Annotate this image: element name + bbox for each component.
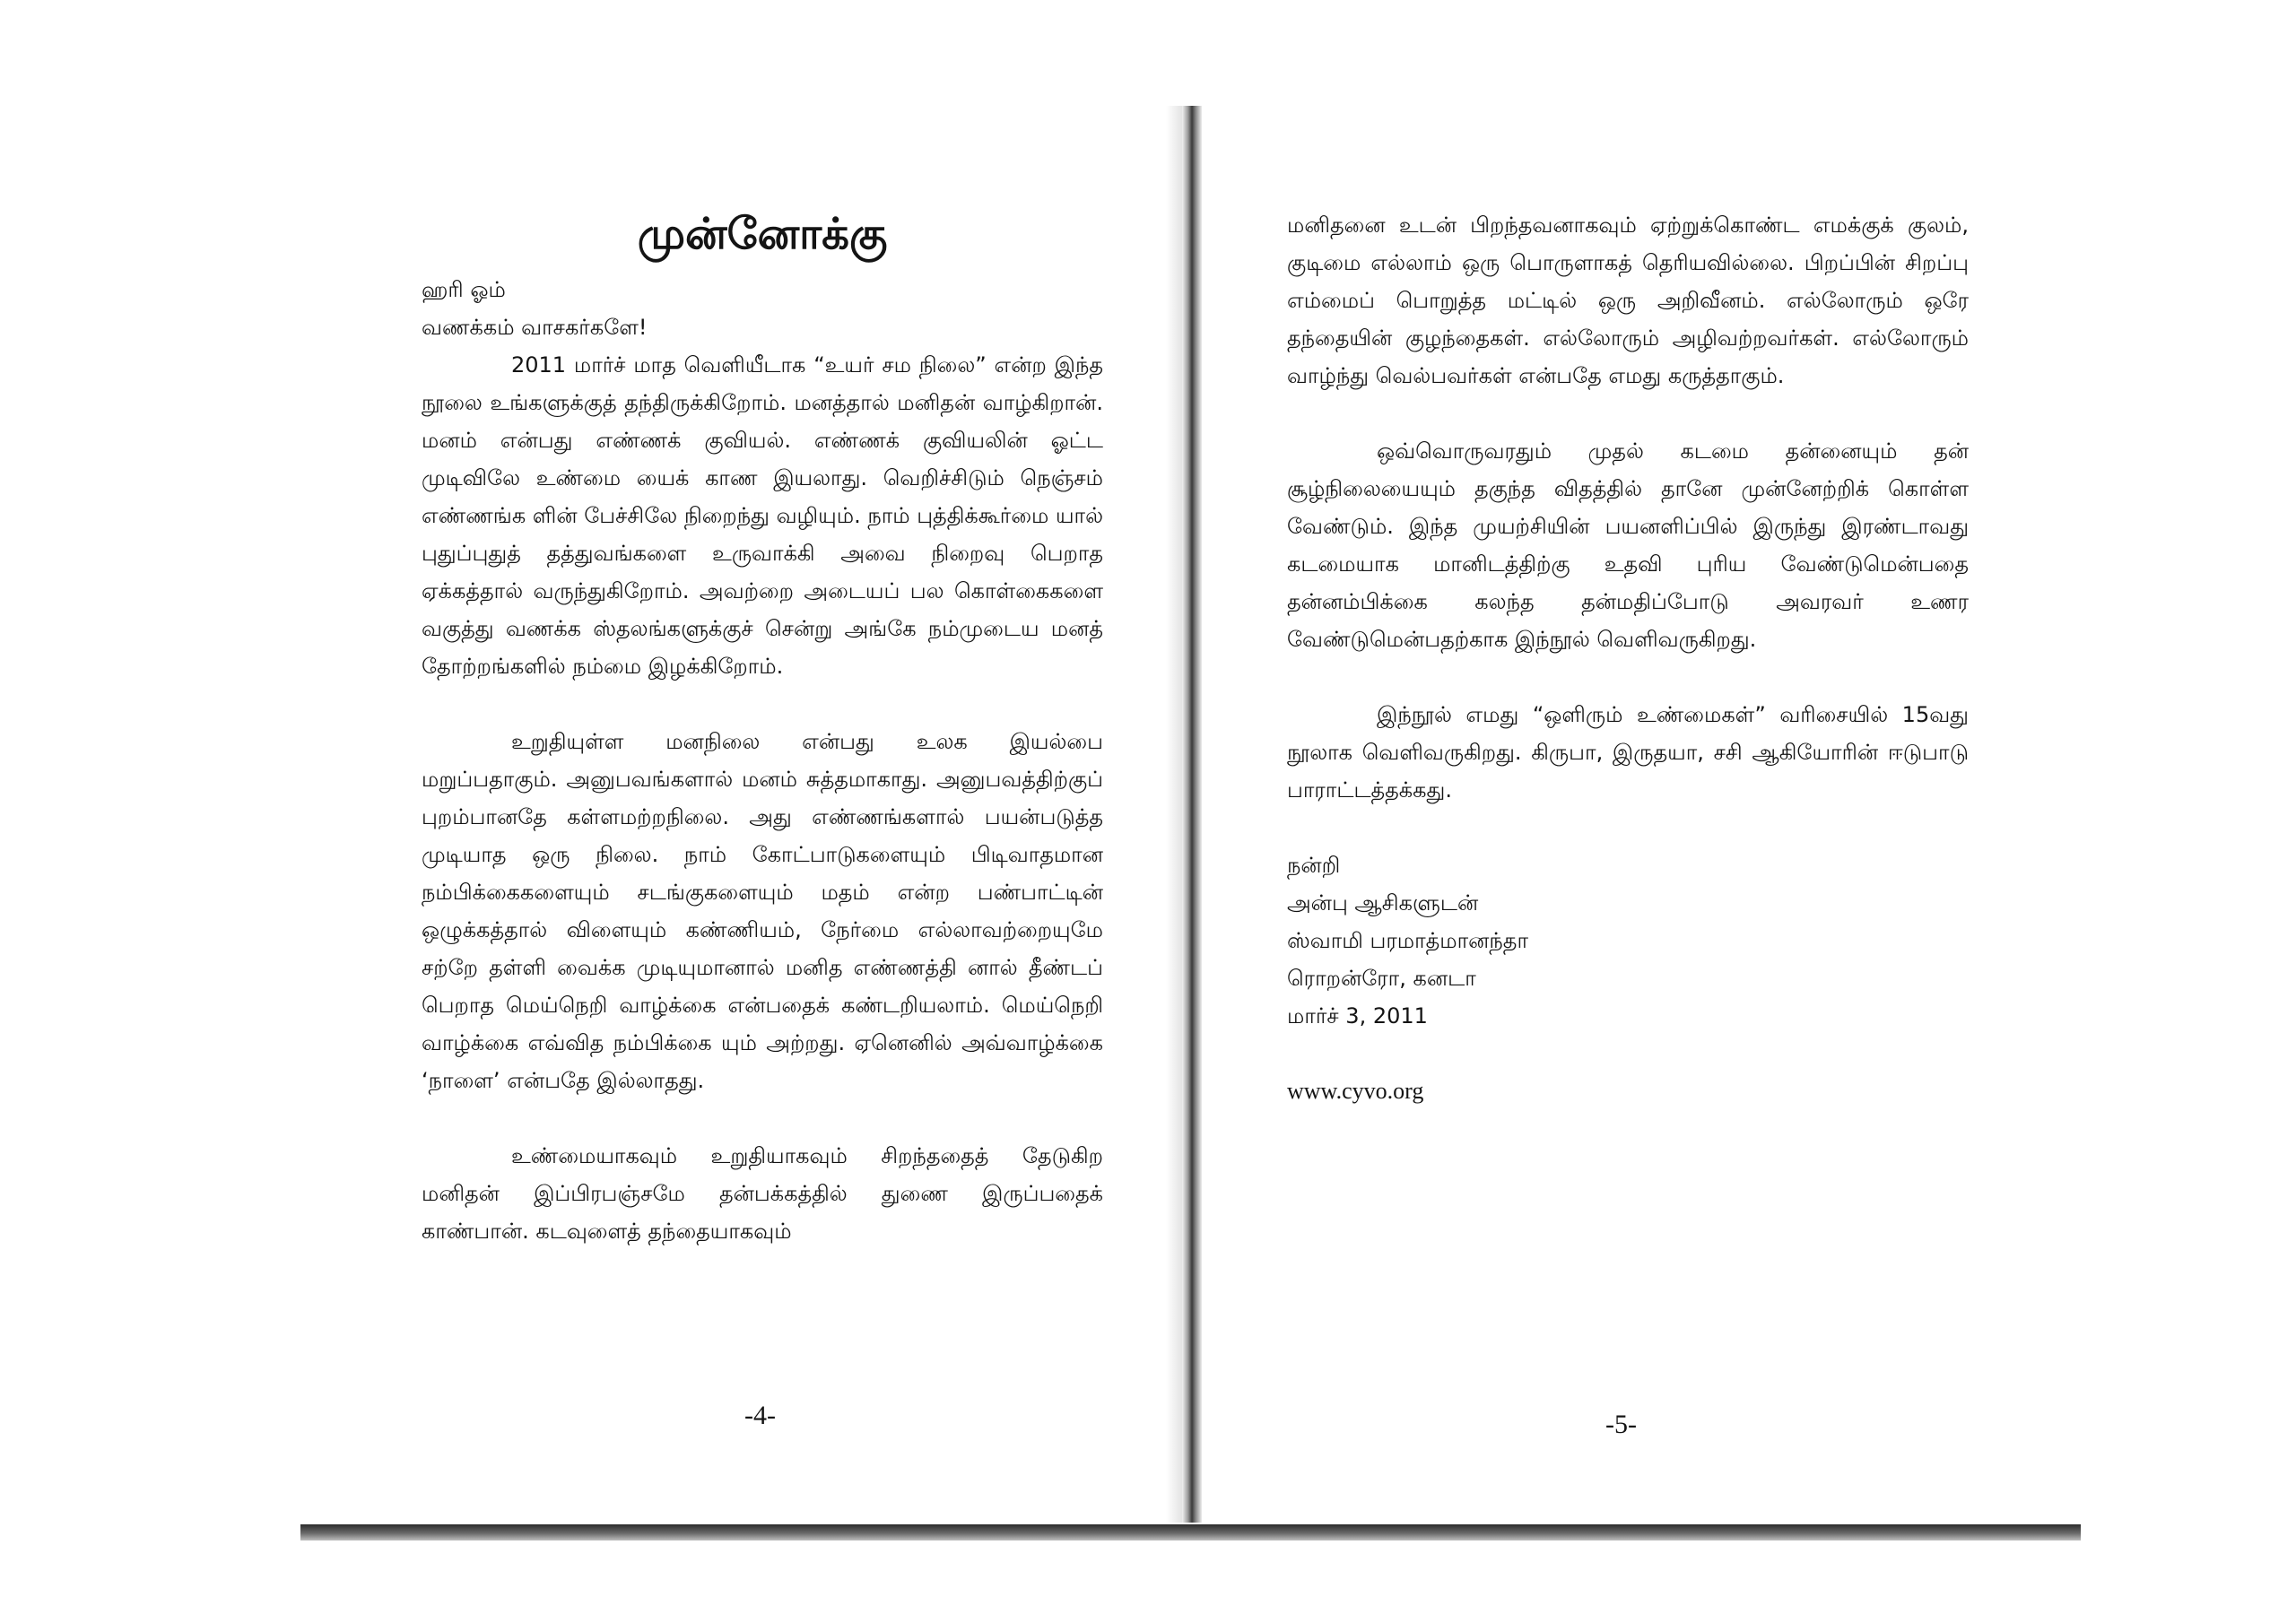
left-page: [422, 206, 1103, 1250]
scan-shadow: [300, 1524, 2081, 1541]
paragraph-gap: [422, 685, 1103, 723]
signoff-blessings: அன்பு ஆசிகளுடன்: [1287, 890, 1479, 916]
page-number-right: -5-: [1605, 1410, 1637, 1439]
signoff-thanks: நன்றி: [1287, 853, 1341, 878]
left-paragraph-2: உறுதியுள்ள மனநிலை என்பது உலக இயல்பை மறுப்பதாகும். அனுபவங்களால் மனம் சுத்தமாகாது. அனுபவத்திற்குப் புறம்பானதே கள்ளமற்றநிலை. அது எண்ணங்களால் பயன்படுத்த முடியாத ஒரு நிலை. நாம் கோட்பாடுகளையும் பிடிவாதமான நம்பிக்கைகளையும் சடங்குகளையும் மதம் என்ற பண்பாட்டின் ஒழுக்கத்தால் விளையும் கண்ணியம், நேர்மை எல்லாவற்றையுமே சற்றே தள்ளி வைக்க முடியுமானால் மனித எண்ணத்தி னால் தீண்டப் பெறாத மெய்நெறி வாழ்க்கை என்பதைக் கண்டறியலாம். மெய்நெறி வாழ்க்கை எவ்வித நம்பிக்கை யும் அற்றது. ஏனெனில் அவ்வாழ்க்கை ‘நாளை’ என்பதே இல்லாதது.: [422, 729, 1103, 1093]
paragraph-gap: [1287, 809, 1969, 846]
paragraph-gap: [1287, 658, 1969, 696]
signoff-author: ஸ்வாமி பரமாத்மானந்தா: [1287, 928, 1528, 953]
left-paragraph-1: 2011 மார்ச் மாத வெளியீடாக “உயர் சம நிலை” என்ற இந்த நூலை உங்களுக்குத் தந்திருக்கிறோம். மனத்தால் மனிதன் வாழ்கிறான். மனம் என்பது எண்ணக் குவியல். எண்ணக் குவியலின் ஓட்ட முடிவிலே உண்மை யைக் காண இயலாது. வெறிச்சிடும் நெஞ்சம் எண்ணங்க ளின் பேச்சிலே நிறைந்து வழியும். நாம் புத்திக்கூர்மை யால் புதுப்புதுத் தத்துவங்களை உருவாக்கி அவை நிறைவு பெறாத ஏக்கத்தால் வருந்துகிறோம். அவற்றை அடையப் பல கொள்கைகளை வகுத்து வணக்க ஸ்தலங்களுக்குச் சென்று அங்கே நம்முடைய மனத் தோற்றங்களில் நம்மை இழக்கிறோம்.: [422, 352, 1104, 679]
greeting-line-1: ஹரி ஓம்: [422, 277, 506, 302]
paragraph-gap: [422, 1099, 1103, 1137]
book-spine: [1182, 106, 1202, 1523]
book-fold-shade: [1166, 106, 1182, 1523]
paragraph-gap: [1287, 395, 1969, 432]
greeting-line-2: வணக்கம் வாசகர்களே!: [422, 315, 648, 340]
page-title: முன்னோக்கு: [637, 209, 888, 259]
signoff-place: ரொறன்ரோ, கனடா: [1287, 966, 1476, 991]
page-number-left: -4-: [744, 1401, 776, 1430]
right-paragraph-2: ஒவ்வொருவரதும் முதல் கடமை தன்னையும் தன் சூழ்நிலையையும் தகுந்த விதத்தில் தானே முன்னேற்றிக் கொள்ள வேண்டும். இந்த முயற்சியின் பயனளிப்பில் இருந்து இரண்டாவது கடமையாக மானிடத்திற்கு உதவி புரிய வேண்டுமென்பதை தன்னம்பிக்கை கலந்த தன்மதிப்போடு அவரவர் உணர வேண்டுமென்பதற்காக இந்நூல் வெளிவருகிறது.: [1287, 438, 1969, 652]
right-page: [1287, 206, 1969, 1110]
signoff-date: மார்ச் 3, 2011: [1287, 1003, 1428, 1028]
website-link: www.cyvo.org: [1287, 1078, 1424, 1104]
right-paragraph-3: இந்நூல் எமது “ஒளிரும் உண்மைகள்” வரிசையில் 15வது நூலாக வெளிவருகிறது. கிருபா, இருதயா, சசி ஆகியோரின் ஈடுபாடு பாராட்டத்தக்கது.: [1287, 702, 1969, 803]
right-paragraph-1: மனிதனை உடன் பிறந்தவனாகவும் ஏற்றுக்கொண்ட எமக்குக் குலம், குடிமை எல்லாம் ஒரு பொருளாகத் தெரியவில்லை. பிறப்பின் சிறப்பு எம்மைப் பொறுத்த மட்டில் ஒரு அறிவீனம். எல்லோரும் ஒரே தந்தையின் குழந்தைகள். எல்லோரும் அழிவற்றவர்கள். எல்லோரும் வாழ்ந்து வெல்பவர்கள் என்பதே எமது கருத்தாகும்.: [1287, 213, 1969, 388]
left-paragraph-3: உண்மையாகவும் உறுதியாகவும் சிறந்ததைத் தேடுகிற மனிதன் இப்பிரபஞ்சமே தன்பக்கத்தில் துணை இருப்பதைக் காண்பான். கடவுளைத் தந்தையாகவும்: [422, 1143, 1103, 1244]
